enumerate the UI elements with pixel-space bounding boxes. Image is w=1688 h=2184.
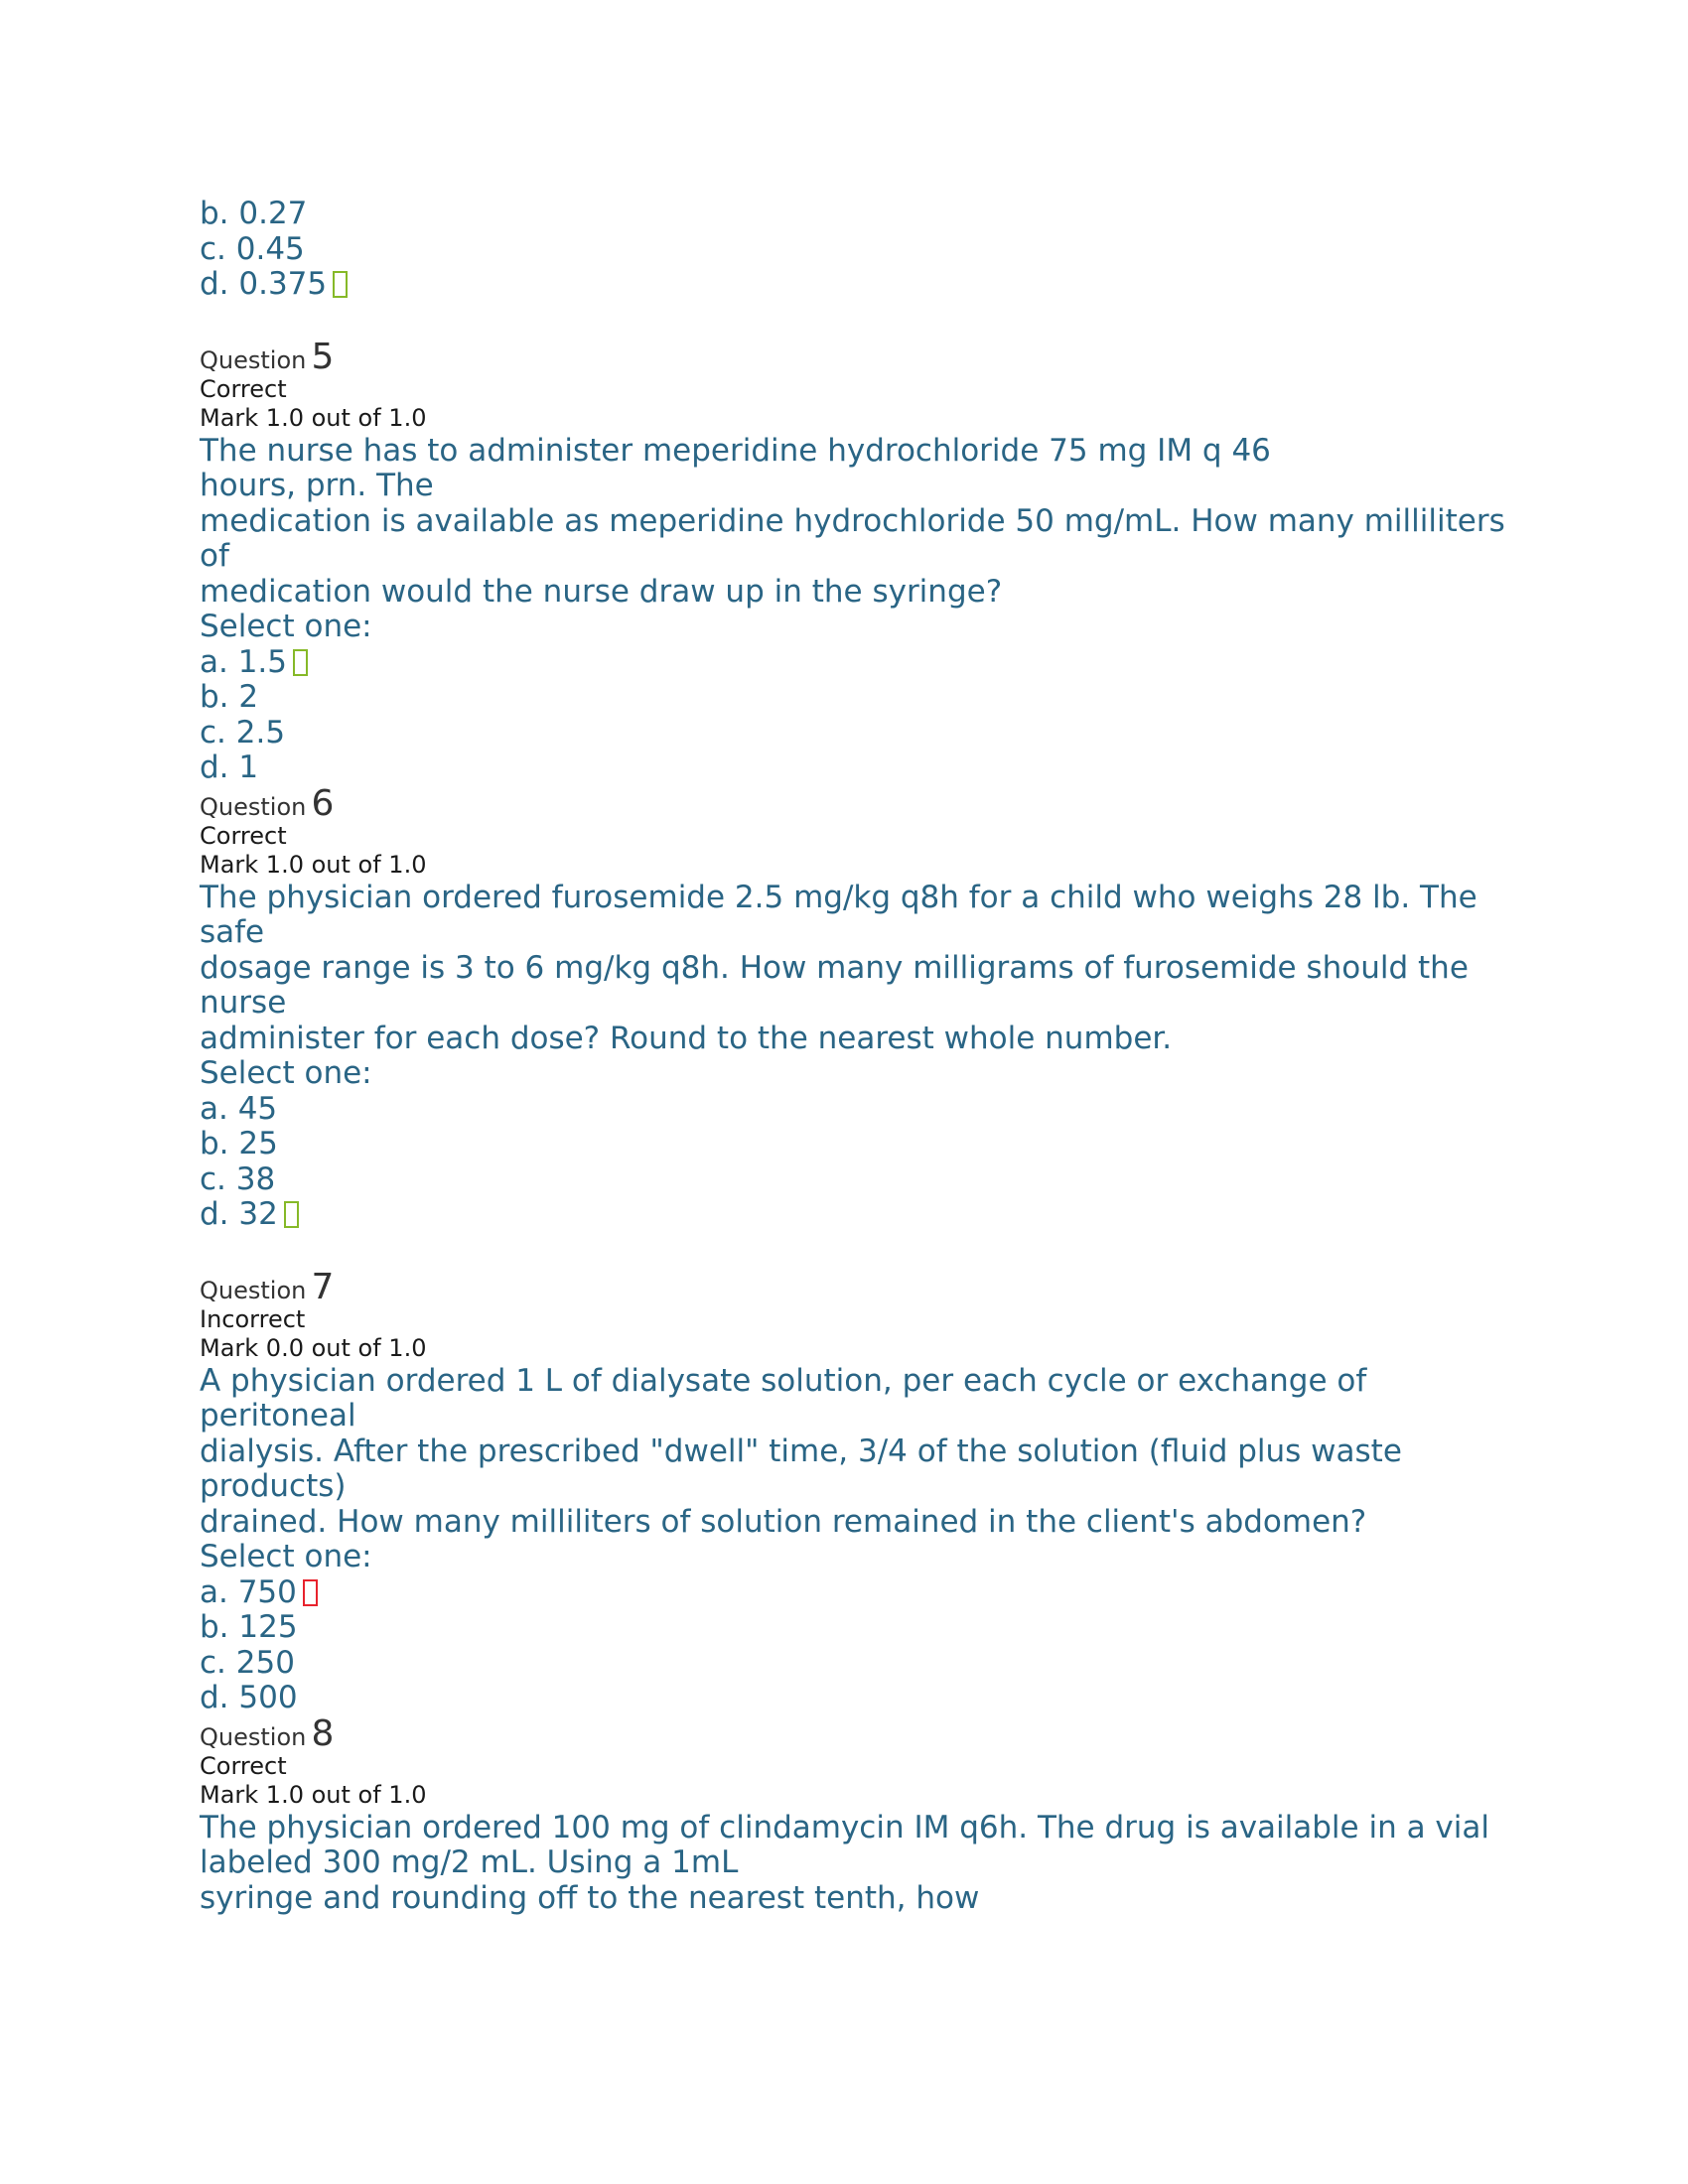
answer-option: a. 45 xyxy=(200,1090,278,1127)
answer-option: d. 1 xyxy=(200,750,259,785)
question-block xyxy=(200,336,1510,786)
question-status: Correct xyxy=(200,374,287,403)
question-text: The physician ordered 100 mg of clindamycin IM q6h. The drug is available in a vial labeled 300 mg/2 mL. Using a 1mL syringe and rounding off to the nearest tenth, how xyxy=(200,1809,1490,1916)
question-heading: Question 6 xyxy=(200,782,335,824)
question-number: 5 xyxy=(311,336,335,377)
question-block xyxy=(200,1266,1510,1716)
answer-option: d. 500 xyxy=(200,1680,298,1715)
quiz-review-page xyxy=(200,197,1510,1916)
select-one-prompt: Select one: xyxy=(200,609,372,644)
correct-check-icon xyxy=(293,649,308,676)
question-number: 6 xyxy=(311,782,335,824)
question-status: Incorrect xyxy=(200,1304,306,1333)
answer-option: d. 32 xyxy=(200,1197,1510,1233)
question-text: The nurse has to administer meperidine hydrochloride 75 mg IM q 46 hours, prn. The medication is available as meperidine hydrochloride 50 mg/mL. How many milliliters of medication would the nurse draw up in the syringe? xyxy=(200,432,1505,610)
question-block xyxy=(200,782,1510,1233)
answer-option: c. 250 xyxy=(200,1644,295,1681)
question-heading: Question 5 xyxy=(200,336,335,377)
correct-check-icon xyxy=(333,271,348,298)
correct-check-icon xyxy=(284,1201,299,1228)
question-heading: Question 7 xyxy=(200,1266,335,1307)
answer-option: b. 0.27 xyxy=(200,196,308,231)
question-number: 7 xyxy=(311,1266,335,1307)
question-heading: Question 8 xyxy=(200,1712,335,1754)
previous-question-options xyxy=(200,197,1510,303)
question-mark: Mark 1.0 out of 1.0 xyxy=(200,1781,427,1809)
select-one-prompt: Select one: xyxy=(200,1055,372,1091)
incorrect-cross-icon xyxy=(303,1579,318,1606)
answer-option: a. 1.5 xyxy=(200,645,1510,681)
question-status: Correct xyxy=(200,821,287,850)
question-mark: Mark 0.0 out of 1.0 xyxy=(200,1334,427,1362)
answer-option: c. 2.5 xyxy=(200,714,286,751)
question-text: A physician ordered 1 L of dialysate solution, per each cycle or exchange of peritoneal dialysis. After the prescribed "dwell" time, 3/4 of the solution (fluid plus waste products) drained. How many milliliters of solution remained in the client's abdomen? xyxy=(200,1362,1402,1540)
question-text: The physician ordered furosemide 2.5 mg/kg q8h for a child who weighs 28 lb. The safe dosage range is 3 to 6 mg/kg q8h. How many milligrams of furosemide should the nurse administer for each dose? Round to the nearest whole number. xyxy=(200,879,1477,1056)
question-mark: Mark 1.0 out of 1.0 xyxy=(200,404,427,432)
question-number: 8 xyxy=(311,1712,335,1754)
select-one-prompt: Select one: xyxy=(200,1539,372,1574)
answer-option: b. 2 xyxy=(200,679,259,715)
question-mark: Mark 1.0 out of 1.0 xyxy=(200,851,427,879)
spacer xyxy=(200,1233,1510,1270)
question-block xyxy=(200,1712,1510,1917)
answer-option: a. 750 xyxy=(200,1575,1510,1611)
answer-option: c. 38 xyxy=(200,1160,276,1197)
answer-option: b. 25 xyxy=(200,1126,278,1161)
question-status: Correct xyxy=(200,1751,287,1780)
answer-option: d. 0.375 xyxy=(200,267,1510,303)
answer-option: c. 0.45 xyxy=(200,230,305,267)
answer-option: b. 125 xyxy=(200,1609,298,1645)
spacer xyxy=(200,303,1510,340)
